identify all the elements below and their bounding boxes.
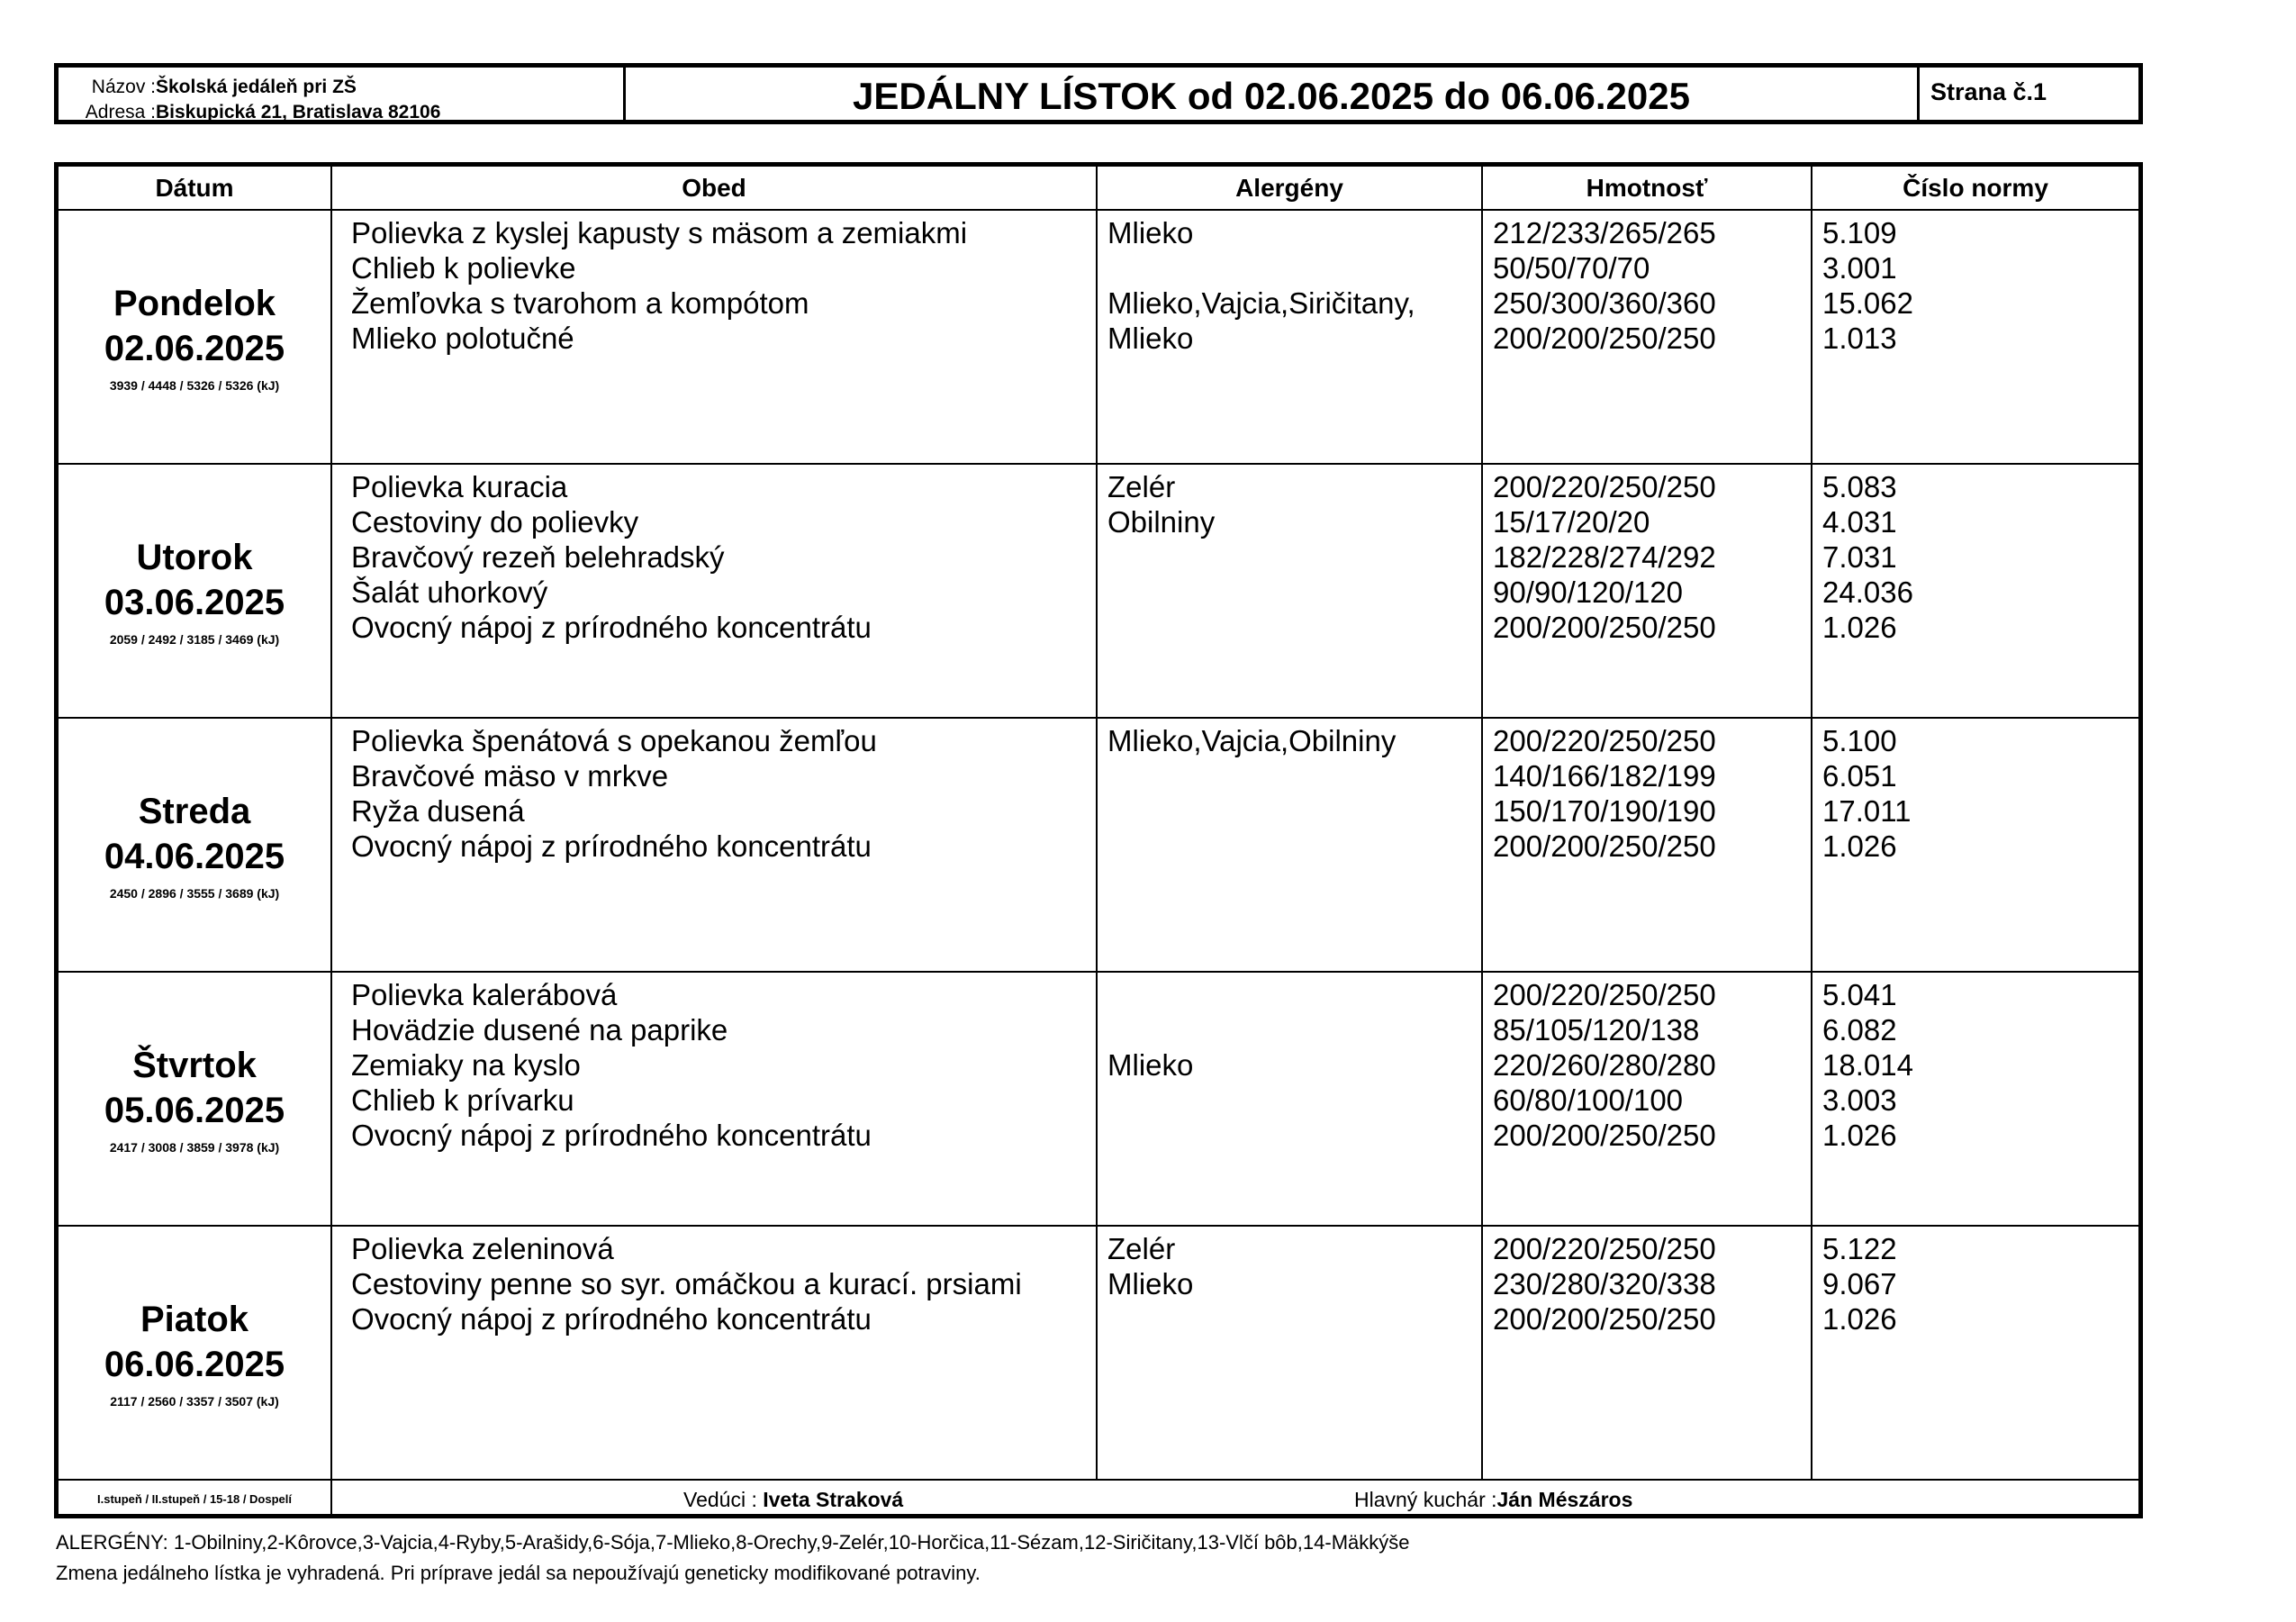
- day-row: [59, 718, 2138, 972]
- notes: [56, 1527, 1410, 1589]
- allergen-list: [1097, 718, 1482, 972]
- norm-list-line: 24.036: [1822, 575, 1913, 609]
- meal-list-line: Ovocný nápoj z prírodného koncentrátu: [351, 1302, 872, 1336]
- menu-grid: [59, 167, 2138, 1518]
- meal-list-line: Zemiaky na kyslo: [351, 1048, 581, 1082]
- norm-list-line: 1.026: [1822, 611, 1897, 644]
- canteen-address-row: [69, 100, 623, 125]
- canteen-name-row: [69, 75, 623, 100]
- allergen-list-line: [1107, 250, 1480, 285]
- weight-list-lines: [1484, 720, 1810, 864]
- meal-list-line: Šalát uhorkový: [351, 575, 548, 609]
- norm-list-line: 5.100: [1822, 724, 1897, 757]
- meal-list-line: Bravčový rezeň belehradský: [351, 540, 725, 574]
- day-date-cell: [59, 1226, 331, 1480]
- allergen-list-line: [1107, 539, 1480, 575]
- day-name: Piatok: [140, 1300, 249, 1339]
- column-header-weight: Hmotnosť: [1482, 167, 1812, 210]
- allergen-list-lines: [1098, 1228, 1480, 1337]
- weight-list-line: 200/200/250/250: [1493, 829, 1716, 863]
- allergen-list-line: Mlieko: [1107, 216, 1194, 249]
- meal-list-line: Polievka z kyslej kapusty s mäsom a zemiakmi: [351, 216, 968, 249]
- allergen-legend: ALERGÉNY: 1-Obilniny,2-Kôrovce,3-Vajcia,4-Ryby,5-Arašidy,6-Sója,7-Mlieko,8-Orechy,9-Zelér,10-Horčica,11-Sézam,12-Siričitany,13-Vlčí bôb,14-Mäkkýše: [56, 1531, 1410, 1554]
- norm-list-lines: [1813, 974, 2138, 1153]
- page-number: Strana č.1: [1930, 78, 2047, 105]
- weight-list-lines: [1484, 466, 1810, 645]
- menu-title: JEDÁLNY LÍSTOK od 02.06.2025 do 06.06.2025: [626, 68, 1920, 120]
- weight-list-lines: [1484, 974, 1810, 1153]
- weight-list-line: 200/200/250/250: [1493, 322, 1716, 355]
- norm-list-line: 5.109: [1822, 216, 1897, 249]
- norm-list-line: 6.051: [1822, 759, 1897, 793]
- meal-list-line: Polievka kalerábová: [351, 978, 618, 1011]
- day-name: Streda: [138, 792, 251, 831]
- allergen-list-line: [1107, 977, 1480, 1012]
- meal-list-line: Mlieko polotučné: [351, 322, 574, 355]
- norm-list-line: 7.031: [1822, 540, 1897, 574]
- column-header-row: [59, 167, 2138, 210]
- allergen-list-line: Zelér: [1107, 1232, 1176, 1265]
- allergen-list: [1097, 464, 1482, 718]
- day-date-cell: [59, 718, 331, 972]
- meal-list: [331, 718, 1097, 972]
- allergen-list-line: [1107, 610, 1480, 645]
- weight-list-line: 140/166/182/199: [1493, 759, 1716, 793]
- allergen-list-line: Zelér: [1107, 470, 1176, 503]
- norm-list-lines: [1813, 466, 2138, 645]
- meal-list-line: Chlieb k polievke: [351, 251, 576, 285]
- day-energy: 2417 / 3008 / 3859 / 3978 (kJ): [109, 1140, 280, 1155]
- canteen-info: [59, 68, 626, 120]
- day-energy: 2117 / 2560 / 3357 / 3507 (kJ): [110, 1394, 279, 1409]
- meal-list-lines: [333, 974, 1095, 1153]
- allergen-list-line: [1107, 1012, 1480, 1047]
- day-date: 04.06.2025: [104, 837, 285, 876]
- weight-list-line: 200/200/250/250: [1493, 611, 1716, 644]
- weight-list: [1482, 210, 1812, 464]
- document-header: [54, 63, 2143, 124]
- norm-list-line: 18.014: [1822, 1048, 1913, 1082]
- meal-list-line: Polievka kuracia: [351, 470, 568, 503]
- signatures: [331, 1480, 2138, 1518]
- weight-list-line: 220/260/280/280: [1493, 1048, 1716, 1082]
- weight-list-line: 85/105/120/138: [1493, 1013, 1700, 1047]
- canteen-name: Školská jedáleň pri ZŠ: [156, 77, 357, 97]
- norm-list-line: 3.003: [1822, 1083, 1897, 1117]
- norm-list: [1812, 972, 2138, 1226]
- allergen-list-lines: [1098, 212, 1480, 356]
- footer-row: [59, 1480, 2138, 1518]
- meal-list-line: Hovädzie dusené na paprike: [351, 1013, 728, 1047]
- norm-list-line: 1.013: [1822, 322, 1897, 355]
- norm-list-line: 1.026: [1822, 1302, 1897, 1336]
- weight-list: [1482, 464, 1812, 718]
- norm-list-line: 5.083: [1822, 470, 1897, 503]
- norm-list-line: 3.001: [1822, 251, 1897, 285]
- weight-list-lines: [1484, 1228, 1810, 1337]
- allergen-list-line: [1107, 758, 1480, 793]
- disclaimer: Zmena jedálneho lístka je vyhradená. Pri príprave jedál sa nepoužívajú geneticky modifikované potraviny.: [56, 1562, 981, 1584]
- menu-table: [54, 162, 2143, 1518]
- allergen-list-line: Mlieko: [1107, 1048, 1194, 1082]
- weight-list-line: 230/280/320/338: [1493, 1267, 1716, 1300]
- day-name: Utorok: [136, 538, 253, 577]
- meal-list-line: Ovocný nápoj z prírodného koncentrátu: [351, 1119, 872, 1152]
- allergen-list-line: [1107, 1118, 1480, 1153]
- weight-list-line: 90/90/120/120: [1493, 575, 1684, 609]
- weight-list-lines: [1484, 212, 1810, 356]
- weight-list-line: 200/220/250/250: [1493, 978, 1716, 1011]
- meal-list: [331, 972, 1097, 1226]
- norm-list-line: 9.067: [1822, 1267, 1897, 1300]
- canteen-address: Biskupická 21, Bratislava 82106: [156, 102, 441, 122]
- day-energy: 3939 / 4448 / 5326 / 5326 (kJ): [109, 378, 280, 393]
- meal-list: [331, 464, 1097, 718]
- chef: [1354, 1488, 1632, 1512]
- meal-list-line: Cestoviny do polievky: [351, 505, 639, 539]
- column-header-allergens: Alergény: [1097, 167, 1482, 210]
- allergen-list-line: [1107, 1301, 1480, 1337]
- weight-list-line: 212/233/265/265: [1493, 216, 1716, 249]
- norm-list: [1812, 718, 2138, 972]
- meal-list-lines: [333, 212, 1095, 356]
- allergen-list-line: [1107, 575, 1480, 610]
- column-header-meal: Obed: [331, 167, 1097, 210]
- meal-list-line: Polievka špenátová s opekanou žemľou: [351, 724, 877, 757]
- allergen-list-line: Mlieko: [1107, 1267, 1194, 1300]
- norm-list-line: 17.011: [1822, 794, 1912, 828]
- allergen-list-line: [1107, 1083, 1480, 1118]
- meal-list-line: Ovocný nápoj z prírodného koncentrátu: [351, 829, 872, 863]
- meal-list-line: Chlieb k prívarku: [351, 1083, 574, 1117]
- norm-list-line: 5.122: [1822, 1232, 1897, 1265]
- day-energy: 2059 / 2492 / 3185 / 3469 (kJ): [109, 632, 280, 647]
- allergen-list: [1097, 972, 1482, 1226]
- weight-list-line: 60/80/100/100: [1493, 1083, 1684, 1117]
- allergen-list-line: Mlieko: [1107, 322, 1194, 355]
- weight-list-line: 200/220/250/250: [1493, 724, 1716, 757]
- chef-name: Ján Mészáros: [1496, 1488, 1633, 1511]
- norm-list: [1812, 1226, 2138, 1480]
- meal-list-line: Polievka zeleninová: [351, 1232, 614, 1265]
- day-row: [59, 1226, 2138, 1480]
- chef-label: Hlavný kuchár :: [1354, 1488, 1497, 1511]
- weight-list-line: 250/300/360/360: [1493, 286, 1716, 320]
- allergen-list-line: Obilniny: [1107, 505, 1216, 539]
- meal-list-lines: [333, 1228, 1095, 1337]
- day-date: 05.06.2025: [104, 1091, 285, 1130]
- manager-label: Vedúci :: [683, 1488, 757, 1511]
- allergen-list-line: [1107, 793, 1480, 829]
- norm-list-line: 4.031: [1822, 505, 1897, 539]
- weight-list-line: 200/220/250/250: [1493, 1232, 1716, 1265]
- norm-list: [1812, 464, 2138, 718]
- allergen-list-lines: [1098, 720, 1480, 864]
- day-date: 02.06.2025: [104, 329, 285, 368]
- allergen-list-line: Mlieko,Vajcia,Siričitany,: [1107, 286, 1415, 320]
- meal-list-line: Ovocný nápoj z prírodného koncentrátu: [351, 611, 872, 644]
- norm-list: [1812, 210, 2138, 464]
- norm-list-line: 1.026: [1822, 829, 1897, 863]
- allergen-list-lines: [1098, 466, 1480, 645]
- canteen-name-label: Názov :: [91, 77, 156, 97]
- weight-list-line: 50/50/70/70: [1493, 251, 1650, 285]
- column-header-date: Dátum: [59, 167, 331, 210]
- allergen-list-line: Mlieko,Vajcia,Obilniny: [1107, 724, 1397, 757]
- weight-list-line: 15/17/20/20: [1493, 505, 1650, 539]
- day-name: Štvrtok: [132, 1046, 257, 1085]
- meal-list-line: Cestoviny penne so syr. omáčkou a kurací. prsiami: [351, 1267, 1022, 1300]
- day-name: Pondelok: [113, 284, 276, 323]
- weight-list: [1482, 972, 1812, 1226]
- norm-list-line: 15.062: [1822, 286, 1913, 320]
- norm-list-line: 5.041: [1822, 978, 1897, 1011]
- day-date: 06.06.2025: [104, 1345, 285, 1384]
- meal-list-line: Bravčové mäso v mrkve: [351, 759, 669, 793]
- weight-list: [1482, 718, 1812, 972]
- day-date-cell: [59, 972, 331, 1226]
- weight-list-line: 200/220/250/250: [1493, 470, 1716, 503]
- norm-list-lines: [1813, 1228, 2138, 1337]
- norm-list-line: 6.082: [1822, 1013, 1897, 1047]
- norm-list-lines: [1813, 212, 2138, 356]
- allergen-list-lines: [1098, 974, 1480, 1153]
- day-row: [59, 210, 2138, 464]
- weight-list-line: 200/200/250/250: [1493, 1119, 1716, 1152]
- allergen-list-line: [1107, 829, 1480, 864]
- day-energy: 2450 / 2896 / 3555 / 3689 (kJ): [109, 886, 280, 901]
- manager-name: Iveta Straková: [763, 1488, 904, 1511]
- allergen-list: [1097, 210, 1482, 464]
- manager: [683, 1488, 903, 1512]
- norm-list-line: 1.026: [1822, 1119, 1897, 1152]
- column-header-norm: Číslo normy: [1812, 167, 2138, 210]
- weight-list-line: 150/170/190/190: [1493, 794, 1716, 828]
- allergen-list: [1097, 1226, 1482, 1480]
- norm-list-lines: [1813, 720, 2138, 864]
- meal-list: [331, 1226, 1097, 1480]
- meal-list-lines: [333, 720, 1095, 864]
- day-row: [59, 464, 2138, 718]
- meal-list-line: Žemľovka s tvarohom a kompótom: [351, 286, 809, 320]
- weight-list-line: 182/228/274/292: [1493, 540, 1716, 574]
- meal-list: [331, 210, 1097, 464]
- day-row: [59, 972, 2138, 1226]
- day-date-cell: [59, 210, 331, 464]
- portion-levels: I.stupeň / II.stupeň / 15-18 / Dospelí: [59, 1480, 331, 1518]
- weight-list: [1482, 1226, 1812, 1480]
- day-date: 03.06.2025: [104, 583, 285, 622]
- canteen-address-label: Adresa :: [85, 102, 156, 122]
- weight-list-line: 200/200/250/250: [1493, 1302, 1716, 1336]
- meal-list-line: Ryža dusená: [351, 794, 525, 828]
- meal-list-lines: [333, 466, 1095, 645]
- day-date-cell: [59, 464, 331, 718]
